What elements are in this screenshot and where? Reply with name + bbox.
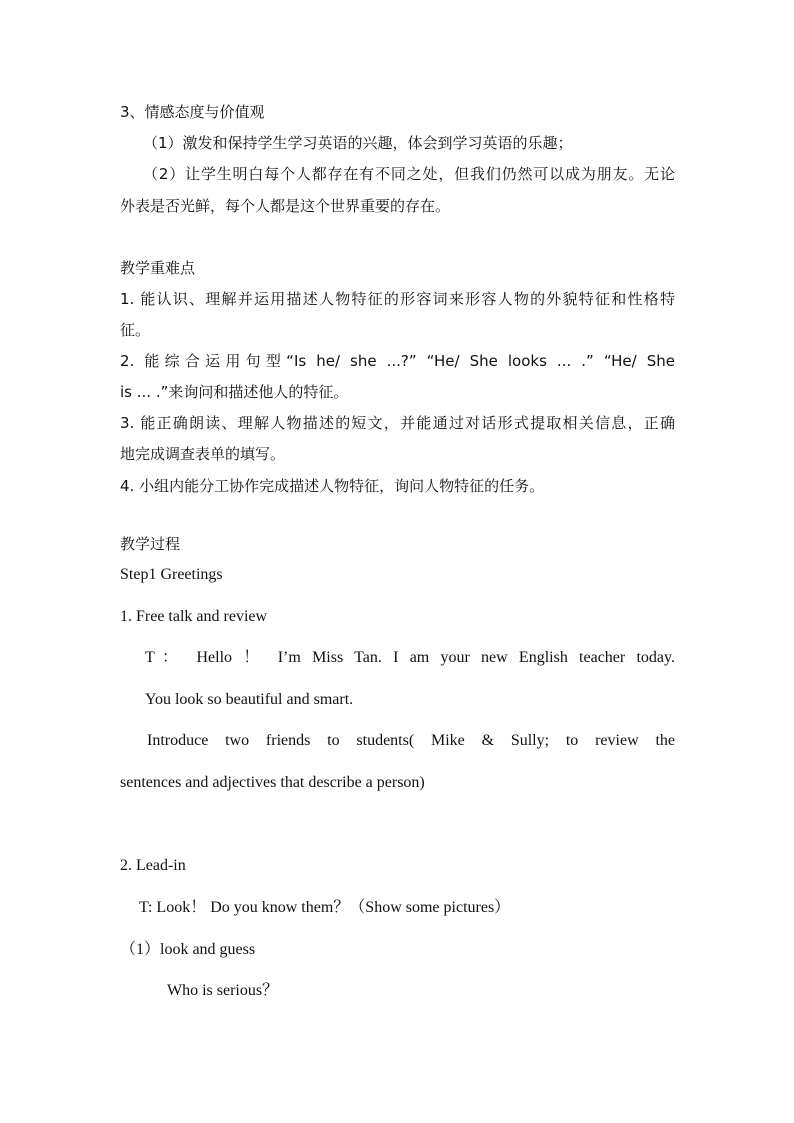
teacher-greeting-line-1: T： Hello ！ I’m Miss Tan. I am your new English teacher today. bbox=[145, 649, 675, 666]
key-point-1-line-2: 征。 bbox=[120, 321, 151, 339]
attitude-item-2-line-2: 外表是否光鲜，每个人都是这个世界重要的存在。 bbox=[120, 197, 451, 215]
look-and-guess-heading: （1）look and guess bbox=[120, 941, 256, 958]
section-heading-process: 教学过程 bbox=[120, 535, 181, 553]
lead-in-line: T: Look！ Do you know them？（Show some pictures） bbox=[139, 899, 511, 916]
key-point-4: 4. 小组内能分工协作完成描述人物特征，询问人物特征的任务。 bbox=[120, 477, 545, 495]
free-talk-heading: 1. Free talk and review bbox=[120, 608, 268, 625]
introduce-line-1: Introduce two friends to students( Mike & Sully; to review the bbox=[147, 732, 675, 749]
section-heading-key-points: 教学重难点 bbox=[120, 259, 196, 277]
key-point-3-line-1: 3. 能正确朗读、理解人物描述的短文，并能通过对话形式提取相关信息，正确 bbox=[120, 414, 675, 432]
step1-heading: Step1 Greetings bbox=[120, 566, 223, 583]
section-heading-attitudes: 3、情感态度与价值观 bbox=[120, 103, 265, 121]
attitude-item-1: （1）激发和保持学生学习英语的兴趣，体会到学习英语的乐趣； bbox=[143, 134, 573, 152]
key-point-2-line-1: 2. 能综合运用句型“Is he/ she ...?” “He/ She looks ... .” “He/ She bbox=[120, 352, 675, 370]
key-point-2-line-2: is ... .”来询问和描述他人的特征。 bbox=[120, 383, 349, 401]
attitude-item-2-line-1: （2）让学生明白每个人都存在有不同之处，但我们仍然可以成为朋友。无论 bbox=[143, 165, 675, 183]
teacher-greeting-line-2: You look so beautiful and smart. bbox=[145, 691, 354, 708]
key-point-3-line-2: 地完成调查表单的填写。 bbox=[120, 445, 286, 463]
who-is-serious: Who is serious？ bbox=[167, 982, 279, 999]
key-point-1-line-1: 1. 能认识、理解并运用描述人物特征的形容词来形容人物的外貌特征和性格特 bbox=[120, 290, 675, 308]
lead-in-heading: 2. Lead-in bbox=[120, 857, 186, 874]
introduce-line-2: sentences and adjectives that describe a person) bbox=[120, 774, 425, 791]
